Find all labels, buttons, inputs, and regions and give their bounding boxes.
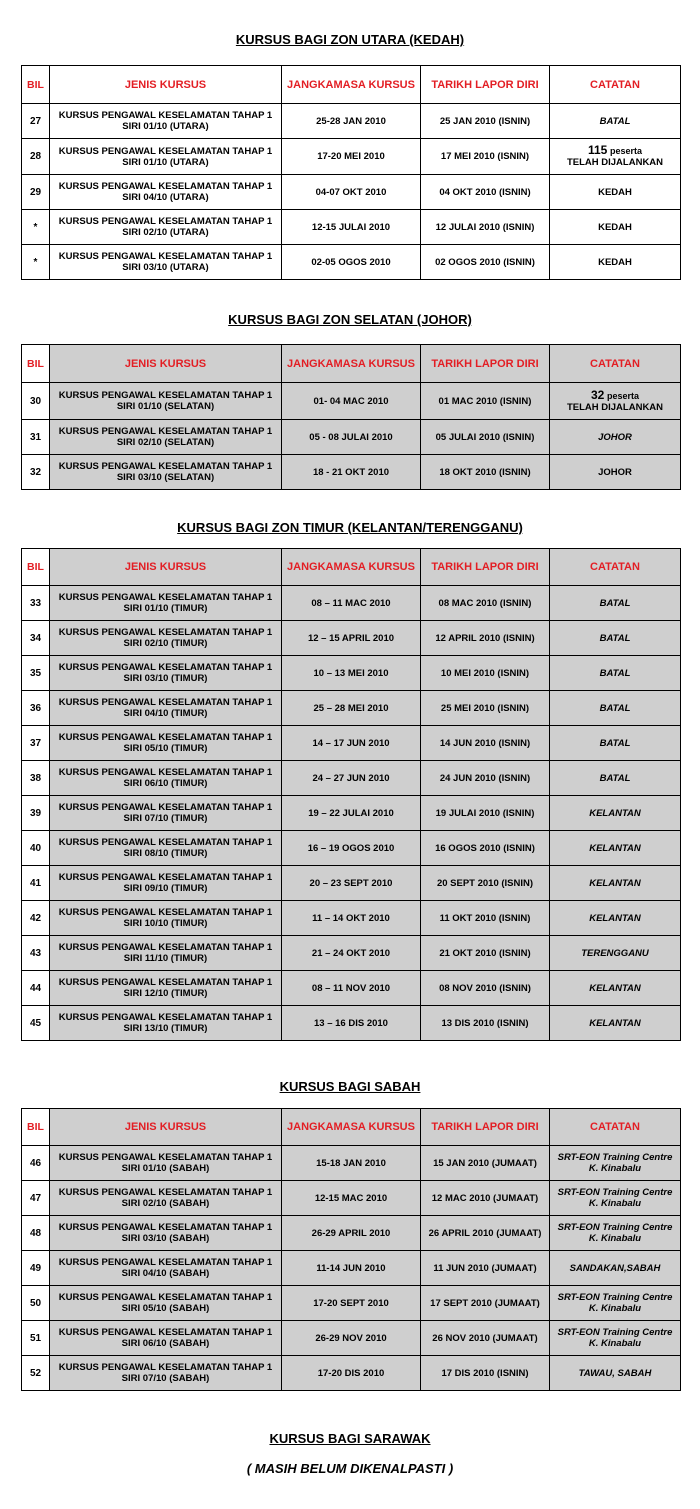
row-catatan: SRT-EON Training Centre K. Kinabalu — [550, 1286, 681, 1321]
table-header-row — [22, 1109, 681, 1146]
table-row — [22, 1286, 681, 1321]
row-jenis: KURSUS PENGAWAL KESELAMATAN TAHAP 1 SIRI 02/10 (SELATAN) — [50, 420, 282, 455]
row-catatan: KELANTAN — [550, 866, 681, 901]
row-jenis: KURSUS PENGAWAL KESELAMATAN TAHAP 1 SIRI 13/10 (TIMUR) — [50, 1006, 282, 1041]
row-catatan: TERENGGANU — [550, 936, 681, 971]
row-catatan: KELANTAN — [550, 1006, 681, 1041]
header-bil: BIL — [22, 549, 50, 586]
table-row — [22, 210, 681, 245]
table-row — [22, 866, 681, 901]
row-jenis: KURSUS PENGAWAL KESELAMATAN TAHAP 1 SIRI 04/10 (SABAH) — [50, 1251, 282, 1286]
row-bil: 49 — [22, 1251, 50, 1286]
row-jenis: KURSUS PENGAWAL KESELAMATAN TAHAP 1 SIRI 09/10 (TIMUR) — [50, 866, 282, 901]
table-row — [22, 1006, 681, 1041]
header-jenis: JENIS KURSUS — [50, 549, 282, 586]
row-tarikh: 12 APRIL 2010 (ISNIN) — [421, 621, 550, 656]
table-row — [22, 175, 681, 210]
row-jangkamasa: 17-20 DIS 2010 — [282, 1356, 421, 1391]
row-catatan: JOHOR — [550, 420, 681, 455]
row-bil: * — [22, 210, 50, 245]
row-catatan: SRT-EON Training Centre K. Kinabalu — [550, 1321, 681, 1356]
row-jenis: KURSUS PENGAWAL KESELAMATAN TAHAP 1 SIRI 05/10 (TIMUR) — [50, 726, 282, 761]
catatan-unit: peserta — [609, 146, 643, 156]
table-row — [22, 139, 681, 175]
row-bil: 31 — [22, 420, 50, 455]
row-jenis: KURSUS PENGAWAL KESELAMATAN TAHAP 1 SIRI 07/10 (SABAH) — [50, 1356, 282, 1391]
row-jenis: KURSUS PENGAWAL KESELAMATAN TAHAP 1 SIRI 03/10 (SELATAN) — [50, 455, 282, 490]
row-catatan: SRT-EON Training Centre K. Kinabalu — [550, 1181, 681, 1216]
row-tarikh: 25 MEI 2010 (ISNIN) — [421, 691, 550, 726]
row-tarikh: 15 JAN 2010 (JUMAAT) — [421, 1146, 550, 1181]
header-tarikh: TARIKH LAPOR DIRI — [421, 66, 550, 104]
table-row — [22, 971, 681, 1006]
row-catatan: BATAL — [550, 761, 681, 796]
row-bil: 42 — [22, 901, 50, 936]
row-bil: 48 — [22, 1216, 50, 1251]
row-bil: 46 — [22, 1146, 50, 1181]
row-catatan: KEDAH — [550, 210, 681, 245]
table-row — [22, 383, 681, 420]
table-row — [22, 1181, 681, 1216]
row-catatan: BATAL — [550, 586, 681, 621]
row-catatan: JOHOR — [550, 455, 681, 490]
table-row — [22, 726, 681, 761]
table-row — [22, 1356, 681, 1391]
row-jangkamasa: 11 – 14 OKT 2010 — [282, 901, 421, 936]
row-jenis: KURSUS PENGAWAL KESELAMATAN TAHAP 1 SIRI 03/10 (SABAH) — [50, 1216, 282, 1251]
row-jenis: KURSUS PENGAWAL KESELAMATAN TAHAP 1 SIRI 11/10 (TIMUR) — [50, 936, 282, 971]
row-bil: 41 — [22, 866, 50, 901]
row-tarikh: 14 JUN 2010 (ISNIN) — [421, 726, 550, 761]
table-header-row — [22, 66, 681, 104]
header-bil: BIL — [22, 66, 50, 104]
row-tarikh: 11 JUN 2010 (JUMAAT) — [421, 1251, 550, 1286]
row-tarikh: 18 OKT 2010 (ISNIN) — [421, 455, 550, 490]
row-jenis: KURSUS PENGAWAL KESELAMATAN TAHAP 1 SIRI 03/10 (TIMUR) — [50, 656, 282, 691]
row-jenis: KURSUS PENGAWAL KESELAMATAN TAHAP 1 SIRI 01/10 (SELATAN) — [50, 383, 282, 420]
table-row — [22, 656, 681, 691]
row-jenis: KURSUS PENGAWAL KESELAMATAN TAHAP 1 SIRI 02/10 (SABAH) — [50, 1181, 282, 1216]
row-jenis: KURSUS PENGAWAL KESELAMATAN TAHAP 1 SIRI 02/10 (TIMUR) — [50, 621, 282, 656]
row-bil: 29 — [22, 175, 50, 210]
table-row — [22, 761, 681, 796]
sarawak-note: ( MASIH BELUM DIKENALPASTI ) — [246, 1461, 454, 1476]
row-bil: 32 — [22, 455, 50, 490]
section-title-selatan: KURSUS BAGI ZON SELATAN (JOHOR) — [228, 312, 472, 327]
row-jangkamasa: 15-18 JAN 2010 — [282, 1146, 421, 1181]
header-catatan: CATATAN — [550, 345, 681, 383]
row-bil: * — [22, 245, 50, 280]
row-bil: 37 — [22, 726, 50, 761]
row-tarikh: 17 MEI 2010 (ISNIN) — [421, 139, 550, 175]
row-jangkamasa: 20 – 23 SEPT 2010 — [282, 866, 421, 901]
row-jenis: KURSUS PENGAWAL KESELAMATAN TAHAP 1 SIRI 02/10 (UTARA) — [50, 210, 282, 245]
row-jenis: KURSUS PENGAWAL KESELAMATAN TAHAP 1 SIRI 01/10 (UTARA) — [50, 139, 282, 175]
table-utara — [21, 65, 681, 280]
row-tarikh: 24 JUN 2010 (ISNIN) — [421, 761, 550, 796]
row-tarikh: 10 MEI 2010 (ISNIN) — [421, 656, 550, 691]
row-jenis: KURSUS PENGAWAL KESELAMATAN TAHAP 1 SIRI 06/10 (TIMUR) — [50, 761, 282, 796]
row-jenis: KURSUS PENGAWAL KESELAMATAN TAHAP 1 SIRI 10/10 (TIMUR) — [50, 901, 282, 936]
row-jangkamasa: 21 – 24 OKT 2010 — [282, 936, 421, 971]
row-jangkamasa: 25-28 JAN 2010 — [282, 104, 421, 139]
header-catatan: CATATAN — [550, 549, 681, 586]
section-title-utara: KURSUS BAGI ZON UTARA (KEDAH) — [235, 32, 465, 47]
row-jangkamasa: 26-29 NOV 2010 — [282, 1321, 421, 1356]
table-row — [22, 831, 681, 866]
row-bil: 35 — [22, 656, 50, 691]
row-tarikh: 26 NOV 2010 (JUMAAT) — [421, 1321, 550, 1356]
row-catatan: BATAL — [550, 621, 681, 656]
row-bil: 28 — [22, 139, 50, 175]
catatan-unit: peserta — [606, 390, 640, 401]
row-jangkamasa: 24 – 27 JUN 2010 — [282, 761, 421, 796]
row-bil: 36 — [22, 691, 50, 726]
table-row — [22, 420, 681, 455]
row-catatan: TAWAU, SABAH — [550, 1356, 681, 1391]
row-tarikh: 05 JULAI 2010 (ISNIN) — [421, 420, 550, 455]
header-bil: BIL — [22, 1109, 50, 1146]
row-jangkamasa: 08 – 11 MAC 2010 — [282, 586, 421, 621]
row-catatan: KEDAH — [550, 245, 681, 280]
row-tarikh: 17 SEPT 2010 (JUMAAT) — [421, 1286, 550, 1321]
row-jenis: KURSUS PENGAWAL KESELAMATAN TAHAP 1 SIRI 12/10 (TIMUR) — [50, 971, 282, 1006]
row-tarikh: 11 OKT 2010 (ISNIN) — [421, 901, 550, 936]
row-bil: 39 — [22, 796, 50, 831]
table-row — [22, 245, 681, 280]
table-selatan — [21, 344, 681, 490]
table-row — [22, 1321, 681, 1356]
row-jenis: KURSUS PENGAWAL KESELAMATAN TAHAP 1 SIRI 08/10 (TIMUR) — [50, 831, 282, 866]
row-catatan: BATAL — [550, 656, 681, 691]
table-row — [22, 691, 681, 726]
row-jenis: KURSUS PENGAWAL KESELAMATAN TAHAP 1 SIRI 06/10 (SABAH) — [50, 1321, 282, 1356]
table-row — [22, 104, 681, 139]
table-row — [22, 586, 681, 621]
row-tarikh: 17 DIS 2010 (ISNIN) — [421, 1356, 550, 1391]
row-catatan: SRT-EON Training Centre K. Kinabalu — [550, 1146, 681, 1181]
row-catatan — [550, 383, 681, 420]
row-jangkamasa: 17-20 SEPT 2010 — [282, 1286, 421, 1321]
row-bil: 43 — [22, 936, 50, 971]
row-tarikh: 25 JAN 2010 (ISNIN) — [421, 104, 550, 139]
row-tarikh: 20 SEPT 2010 (ISNIN) — [421, 866, 550, 901]
row-catatan — [550, 139, 681, 175]
row-bil: 45 — [22, 1006, 50, 1041]
row-bil: 30 — [22, 383, 50, 420]
row-bil: 33 — [22, 586, 50, 621]
row-catatan: KELANTAN — [550, 796, 681, 831]
row-jenis: KURSUS PENGAWAL KESELAMATAN TAHAP 1 SIRI 01/10 (UTARA) — [50, 104, 282, 139]
table-row — [22, 1216, 681, 1251]
header-jenis: JENIS KURSUS — [50, 1109, 282, 1146]
row-bil: 52 — [22, 1356, 50, 1391]
row-tarikh: 08 MAC 2010 (ISNIN) — [421, 586, 550, 621]
header-jangkamasa: JANGKAMASA KURSUS — [282, 345, 421, 383]
row-jangkamasa: 11-14 JUN 2010 — [282, 1251, 421, 1286]
row-jenis: KURSUS PENGAWAL KESELAMATAN TAHAP 1 SIRI 04/10 (UTARA) — [50, 175, 282, 210]
table-timur — [21, 548, 681, 1041]
row-bil: 47 — [22, 1181, 50, 1216]
row-catatan: KEDAH — [550, 175, 681, 210]
table-header-row — [22, 345, 681, 383]
row-tarikh: 04 OKT 2010 (ISNIN) — [421, 175, 550, 210]
row-jangkamasa: 13 – 16 DIS 2010 — [282, 1006, 421, 1041]
table-row — [22, 796, 681, 831]
row-jangkamasa: 14 – 17 JUN 2010 — [282, 726, 421, 761]
header-jenis: JENIS KURSUS — [50, 345, 282, 383]
row-jangkamasa: 08 – 11 NOV 2010 — [282, 971, 421, 1006]
table-row — [22, 1146, 681, 1181]
row-catatan: BATAL — [550, 726, 681, 761]
header-jangkamasa: JANGKAMASA KURSUS — [282, 1109, 421, 1146]
catatan-status: TELAH DIJALANKAN — [566, 401, 664, 413]
table-row — [22, 901, 681, 936]
row-catatan: SRT-EON Training Centre K. Kinabalu — [550, 1216, 681, 1251]
row-jenis: KURSUS PENGAWAL KESELAMATAN TAHAP 1 SIRI 04/10 (TIMUR) — [50, 691, 282, 726]
row-bil: 27 — [22, 104, 50, 139]
row-tarikh: 26 APRIL 2010 (JUMAAT) — [421, 1216, 550, 1251]
row-jangkamasa: 02-05 OGOS 2010 — [282, 245, 421, 280]
row-jangkamasa: 16 – 19 OGOS 2010 — [282, 831, 421, 866]
row-catatan: KELANTAN — [550, 831, 681, 866]
section-title-sabah: KURSUS BAGI SABAH — [279, 1079, 421, 1094]
row-jangkamasa: 10 – 13 MEI 2010 — [282, 656, 421, 691]
row-bil: 40 — [22, 831, 50, 866]
row-bil: 50 — [22, 1286, 50, 1321]
catatan-count: 32 — [590, 387, 605, 402]
section-title-sarawak: KURSUS BAGI SARAWAK — [269, 1431, 431, 1446]
row-catatan: KELANTAN — [550, 971, 681, 1006]
catatan-count: 115 — [587, 143, 608, 157]
row-bil: 51 — [22, 1321, 50, 1356]
header-jenis: JENIS KURSUS — [50, 66, 282, 104]
table-row — [22, 1251, 681, 1286]
header-jangkamasa: JANGKAMASA KURSUS — [282, 549, 421, 586]
header-catatan: CATATAN — [550, 1109, 681, 1146]
section-title-timur: KURSUS BAGI ZON TIMUR (KELANTAN/TERENGGANU) — [177, 520, 523, 535]
catatan-status: TELAH DIJALANKAN — [566, 157, 664, 168]
row-bil: 44 — [22, 971, 50, 1006]
row-jangkamasa: 12 – 15 APRIL 2010 — [282, 621, 421, 656]
header-tarikh: TARIKH LAPOR DIRI — [421, 345, 550, 383]
header-catatan: CATATAN — [550, 66, 681, 104]
row-tarikh: 16 OGOS 2010 (ISNIN) — [421, 831, 550, 866]
row-catatan: SANDAKAN,SABAH — [550, 1251, 681, 1286]
row-jangkamasa: 19 – 22 JULAI 2010 — [282, 796, 421, 831]
row-tarikh: 12 JULAI 2010 (ISNIN) — [421, 210, 550, 245]
row-bil: 38 — [22, 761, 50, 796]
row-jangkamasa: 12-15 MAC 2010 — [282, 1181, 421, 1216]
row-jangkamasa: 17-20 MEI 2010 — [282, 139, 421, 175]
row-jangkamasa: 04-07 OKT 2010 — [282, 175, 421, 210]
row-tarikh: 02 OGOS 2010 (ISNIN) — [421, 245, 550, 280]
table-row — [22, 455, 681, 490]
row-jangkamasa: 01- 04 MAC 2010 — [282, 383, 421, 420]
row-bil: 34 — [22, 621, 50, 656]
row-jenis: KURSUS PENGAWAL KESELAMATAN TAHAP 1 SIRI 01/10 (SABAH) — [50, 1146, 282, 1181]
row-catatan: KELANTAN — [550, 901, 681, 936]
row-jenis: KURSUS PENGAWAL KESELAMATAN TAHAP 1 SIRI 03/10 (UTARA) — [50, 245, 282, 280]
header-tarikh: TARIKH LAPOR DIRI — [421, 549, 550, 586]
row-catatan: BATAL — [550, 691, 681, 726]
table-row — [22, 621, 681, 656]
table-sabah — [21, 1108, 681, 1391]
row-jangkamasa: 18 - 21 OKT 2010 — [282, 455, 421, 490]
row-jangkamasa: 25 – 28 MEI 2010 — [282, 691, 421, 726]
row-jenis: KURSUS PENGAWAL KESELAMATAN TAHAP 1 SIRI 01/10 (TIMUR) — [50, 586, 282, 621]
header-bil: BIL — [22, 345, 50, 383]
row-jangkamasa: 26-29 APRIL 2010 — [282, 1216, 421, 1251]
row-catatan: BATAL — [550, 104, 681, 139]
row-tarikh: 21 OKT 2010 (ISNIN) — [421, 936, 550, 971]
table-header-row — [22, 549, 681, 586]
row-tarikh: 13 DIS 2010 (ISNIN) — [421, 1006, 550, 1041]
row-jenis: KURSUS PENGAWAL KESELAMATAN TAHAP 1 SIRI 07/10 (TIMUR) — [50, 796, 282, 831]
row-tarikh: 01 MAC 2010 (ISNIN) — [421, 383, 550, 420]
row-tarikh: 19 JULAI 2010 (ISNIN) — [421, 796, 550, 831]
row-tarikh: 08 NOV 2010 (ISNIN) — [421, 971, 550, 1006]
row-jangkamasa: 05 - 08 JULAI 2010 — [282, 420, 421, 455]
row-tarikh: 12 MAC 2010 (JUMAAT) — [421, 1181, 550, 1216]
header-jangkamasa: JANGKAMASA KURSUS — [282, 66, 421, 104]
table-row — [22, 936, 681, 971]
row-jangkamasa: 12-15 JULAI 2010 — [282, 210, 421, 245]
header-tarikh: TARIKH LAPOR DIRI — [421, 1109, 550, 1146]
row-jenis: KURSUS PENGAWAL KESELAMATAN TAHAP 1 SIRI 05/10 (SABAH) — [50, 1286, 282, 1321]
